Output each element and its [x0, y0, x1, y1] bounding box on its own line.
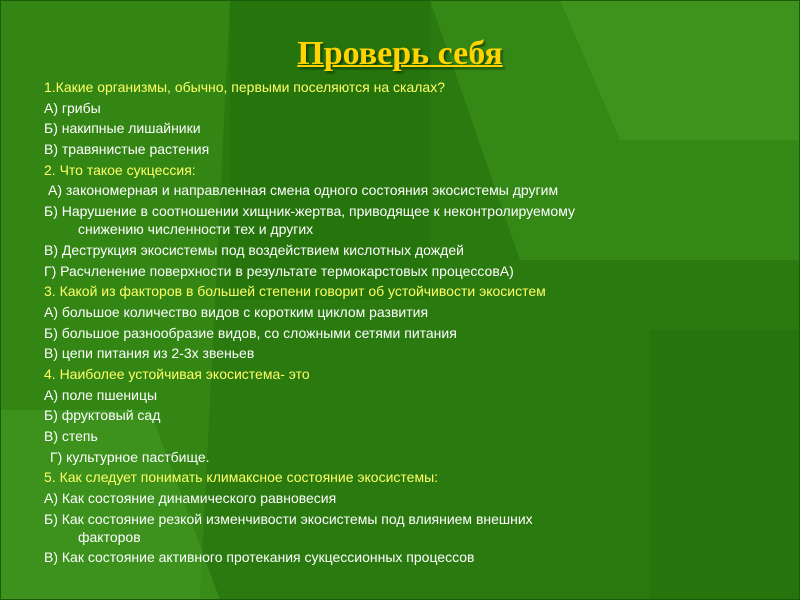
- quiz-line: В) травянистые растения: [44, 141, 210, 158]
- quiz-line: А) закономерная и направленная смена одного состояния экосистемы другим: [48, 182, 559, 199]
- quiz-line: А) Как состояние динамического равновесия: [44, 490, 337, 507]
- quiz-line: Г) Расчленение поверхности в результате термокарстовых процессовА): [44, 262, 514, 279]
- slide-title: Проверь себя: [297, 35, 503, 72]
- quiz-line: 1.Какие организмы, обычно, первыми поселяются на скалах?: [44, 79, 446, 95]
- quiz-line: 4. Наиболее устойчивая экосистема- это: [44, 365, 310, 382]
- quiz-line: В) Деструкция экосистемы под воздействием кислотных дождей: [44, 241, 464, 258]
- quiz-line: 5. Как следует понимать климаксное состояние экосистемы:: [44, 469, 439, 486]
- quiz-line-continuation: снижению численности тех и других: [78, 221, 314, 238]
- quiz-line: В) цепи питания из 2-3х звеньев: [44, 345, 255, 362]
- quiz-line: А) грибы: [44, 99, 101, 116]
- quiz-line: 2. Что такое сукцессия:: [44, 161, 196, 178]
- quiz-line: В) степь: [44, 428, 98, 444]
- quiz-line: Б) Как состояние резкой изменчивости экосистемы под влиянием внешних факторов: [44, 510, 734, 546]
- quiz-line-continuation: факторов: [78, 528, 141, 545]
- quiz-line: Б) Нарушение в соотношении хищник-жертва, приводящее к неконтролируемому снижению численности тех и других: [44, 202, 734, 238]
- quiz-line: А) поле пшеницы: [44, 386, 158, 403]
- quiz-line: Б) большое разнообразие видов, со сложными сетями питания: [44, 324, 457, 341]
- quiz-line: 3. Какой из факторов в большей степени говорит об устойчивости экосистем: [44, 283, 546, 300]
- quiz-line: В) Как состояние активного протекания сукцессионных процессов: [44, 549, 475, 566]
- quiz-line: Г) культурное пастбище.: [50, 448, 210, 465]
- quiz-line: А) большое количество видов с коротким циклом развития: [44, 303, 429, 320]
- quiz-line: Б) фруктовый сад: [44, 407, 161, 424]
- quiz-content: [44, 78, 734, 569]
- quiz-line: Б) накипные лишайники: [44, 120, 201, 137]
